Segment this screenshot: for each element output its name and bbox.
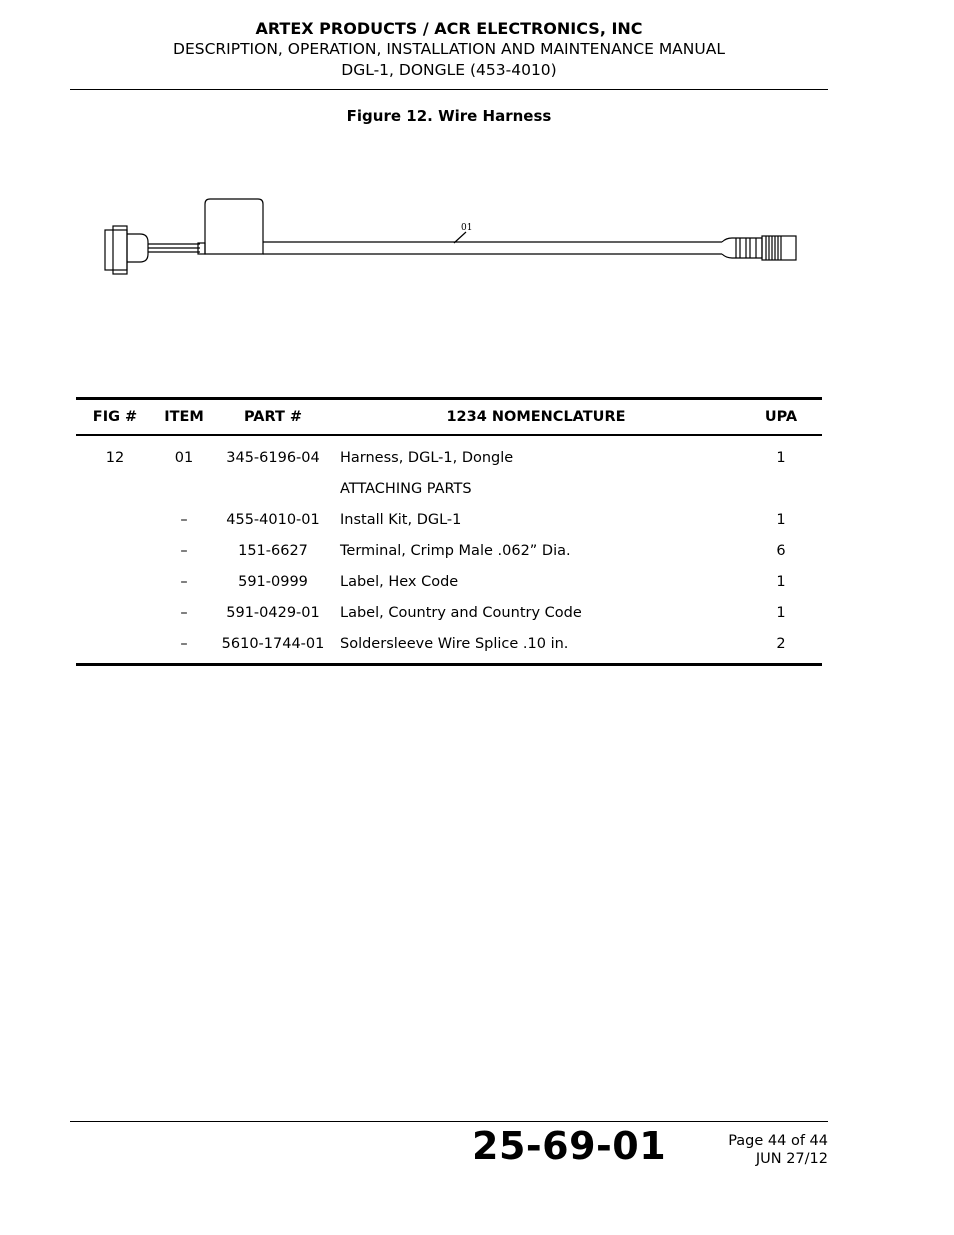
- document-number: 25-69-01: [472, 1124, 667, 1168]
- table-row: [76, 566, 822, 597]
- cell-fig: [76, 535, 154, 566]
- cell-item: –: [180, 604, 188, 621]
- cell-part: [214, 473, 332, 504]
- cell-item: [154, 473, 214, 504]
- cell-nomenclature: Harness, DGL-1, Dongle: [340, 449, 514, 466]
- table-row: [76, 597, 822, 628]
- cell-item: –: [180, 573, 188, 590]
- cell-upa: 1: [776, 449, 786, 466]
- splice-housing-icon: [205, 199, 263, 254]
- cell-part: 5610-1744-01: [221, 635, 325, 652]
- cell-upa: 6: [776, 542, 786, 559]
- cell-upa: 2: [776, 635, 786, 652]
- cell-nomenclature: Install Kit, DGL-1: [340, 511, 462, 528]
- cell-fig: [76, 628, 154, 665]
- page-info: [728, 1132, 828, 1168]
- cell-upa: 1: [776, 573, 786, 590]
- table-row: [76, 435, 822, 473]
- table-row: [76, 504, 822, 535]
- table-row: [76, 628, 822, 665]
- cell-part: 591-0429-01: [226, 604, 320, 621]
- cell-upa: 1: [776, 604, 786, 621]
- parts-list-table: [76, 397, 822, 666]
- cell-nomenclature: Soldersleeve Wire Splice .10 in.: [340, 635, 569, 652]
- cell-fig: 12: [105, 449, 125, 466]
- manual-title: DESCRIPTION, OPERATION, INSTALLATION AND MAINTENANCE MANUAL: [173, 40, 725, 58]
- table-row: [76, 473, 822, 504]
- header-upa: UPA: [764, 409, 798, 425]
- header-item: ITEM: [164, 409, 204, 425]
- cell-item: 01: [174, 449, 194, 466]
- header-fig: FIG #: [92, 409, 138, 425]
- company-name: ARTEX PRODUCTS / ACR ELECTRONICS, INC: [255, 19, 643, 38]
- cell-fig: [76, 504, 154, 535]
- table-row: [76, 535, 822, 566]
- cell-fig: [76, 566, 154, 597]
- page-number: Page 44 of 44: [728, 1133, 828, 1149]
- cell-upa: 1: [776, 511, 786, 528]
- callout-label: 01: [461, 223, 473, 233]
- revision-date: JUN 27/12: [755, 1151, 828, 1167]
- cell-nomenclature: Terminal, Crimp Male .062” Dia.: [340, 542, 571, 559]
- footer-divider: [70, 1121, 828, 1122]
- left-connector-icon: [105, 230, 127, 270]
- cell-part: 591-0999: [238, 573, 308, 590]
- cell-part: 345-6196-04: [226, 449, 320, 466]
- page-header: [70, 18, 828, 81]
- cell-item: –: [180, 542, 188, 559]
- cell-nomenclature: Label, Hex Code: [340, 573, 459, 590]
- cell-fig: [76, 473, 154, 504]
- header-part: PART #: [243, 409, 303, 425]
- cell-part: 151-6627: [238, 542, 308, 559]
- wire-harness-drawing: [100, 190, 810, 280]
- cell-nomenclature: ATTACHING PARTS: [340, 480, 472, 497]
- product-name: DGL-1, DONGLE (453-4010): [341, 61, 557, 79]
- table-header-row: [76, 399, 822, 436]
- cell-fig: [76, 597, 154, 628]
- cell-item: –: [180, 511, 188, 528]
- header-nomenclature: 1234 NOMENCLATURE: [446, 409, 626, 425]
- figure-title: Figure 12. Wire Harness: [346, 107, 552, 125]
- cell-item: –: [180, 635, 188, 652]
- cell-upa: [740, 473, 822, 504]
- cell-nomenclature: Label, Country and Country Code: [340, 604, 582, 621]
- header-divider: [70, 89, 828, 90]
- cell-part: 455-4010-01: [226, 511, 320, 528]
